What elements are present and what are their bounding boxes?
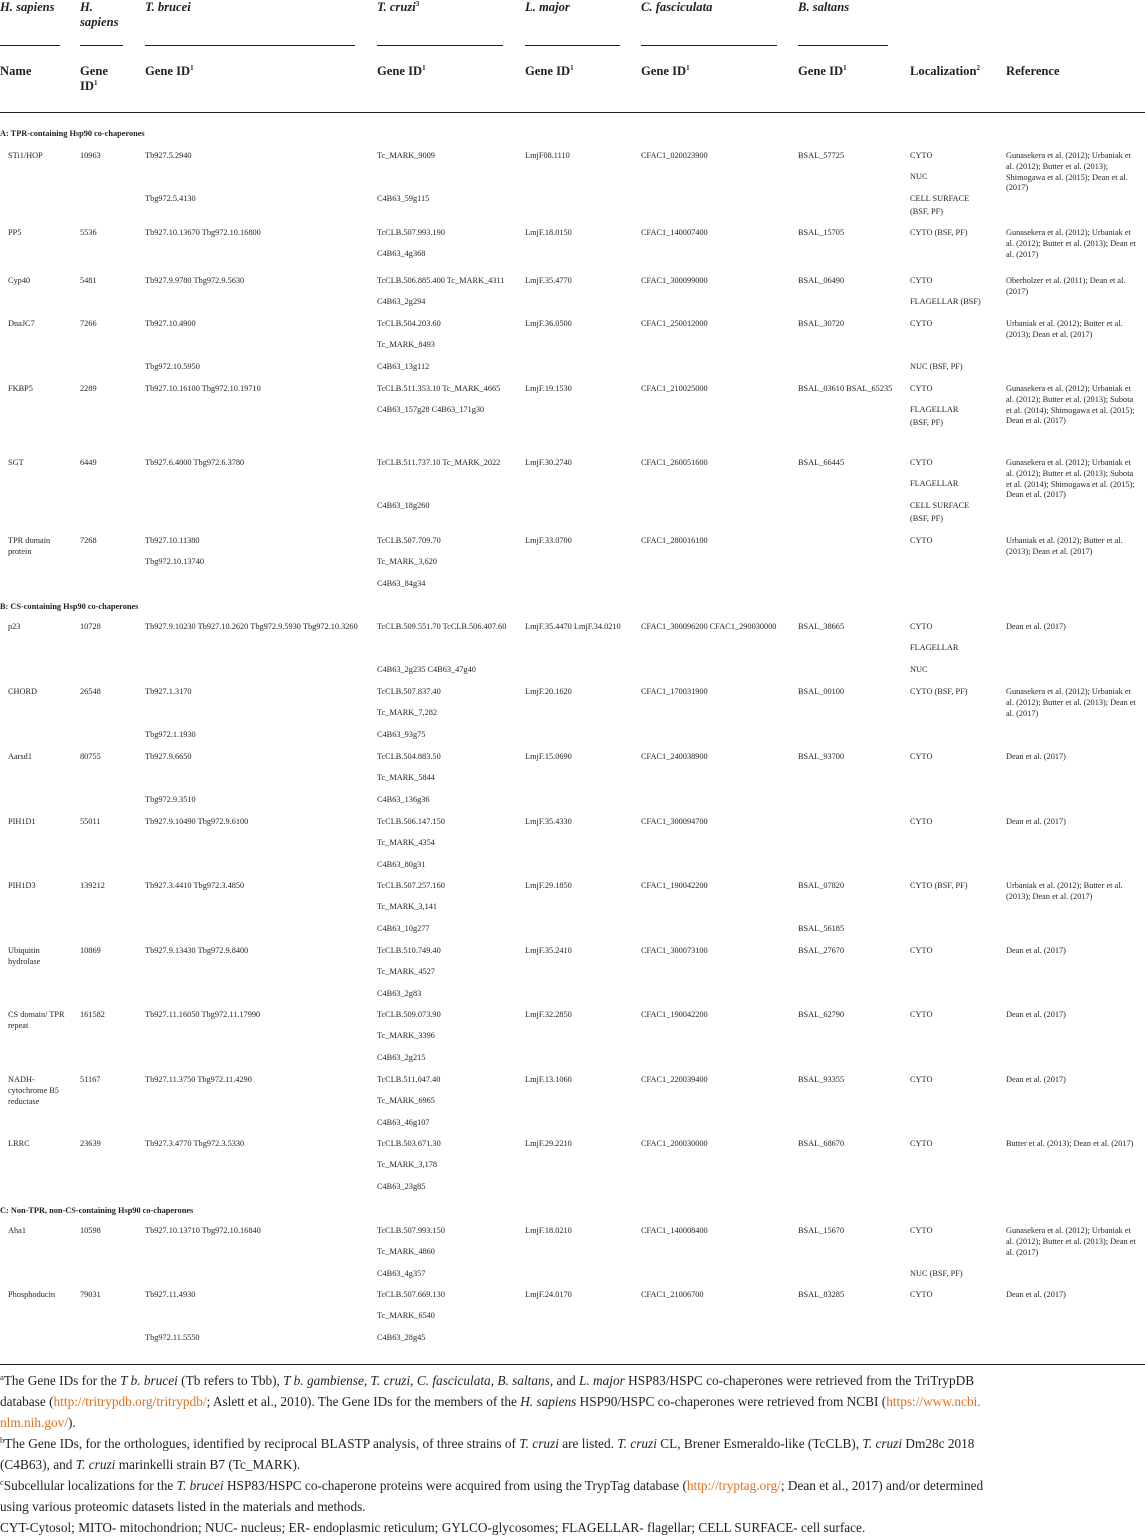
row-human-gene-id: 2289 (80, 384, 97, 393)
localization: (BSF, PF) (910, 514, 944, 523)
ncbi-link-cont[interactable]: nlm.nih.gov/ (0, 1415, 68, 1430)
bs-gene-id: BSAL_06490 (798, 276, 845, 285)
row-name: LRRC (8, 1139, 30, 1148)
cf-gene-id: CFAC1_190042200 (641, 881, 708, 890)
tc-gene-id: TcCLB.506.147.150 (377, 817, 445, 826)
tb-gene-id: Tbg972.11.5550 (145, 1333, 200, 1342)
lm-gene-id: LmjF08.1110 (525, 151, 570, 160)
tb-gene-id: Tb927.9.9780 Tbg972.9.5630 (145, 276, 245, 285)
row-name: STi1/HOP (8, 151, 43, 160)
tc-gene-id: Tc_MARK_3,141 (377, 902, 438, 911)
reference: Gunasekera et al. (2012); Urbaniak et al. (2012); Butter et al. (2013); Dean et al. (2017) (1006, 228, 1136, 259)
species-header-cfasciculata: C. fasciculata (641, 0, 713, 14)
tc-gene-id: C4B63_2g215 (377, 1053, 426, 1062)
tc-gene-id: C4B63_80g31 (377, 860, 426, 869)
column-header-tc-gene-id: Gene $ID^1$ (377, 64, 426, 78)
reference: Dean et al. (2017) (1006, 1075, 1066, 1084)
tc-gene-id: C4B63_2g83 (377, 989, 422, 998)
localization: CYTO (910, 458, 933, 467)
tb-gene-id: Tb927.10.16100 Tbg972.10.19710 (145, 384, 261, 393)
footnote-c-line1: $^c$Subcellular localizations for the T. brucei HSP83/HSPC co-chaperone proteins were acquired from using the TrypTag database (http://tryptag.org/; Dean et al., 2017) and/or determined (0, 1477, 984, 1493)
tb-gene-id: Tb927.10.13670 Tbg972.10.16800 (145, 228, 261, 237)
tc-gene-id: C4B63_136g36 (377, 795, 430, 804)
species-underline (145, 45, 355, 46)
row-human-gene-id: 23639 (80, 1139, 101, 1148)
localization: NUC (BSF, PF) (910, 362, 963, 371)
reference: Urbaniak et al. (2012); Butter et al. (2013); Dean et al. (2017) (1006, 881, 1123, 901)
bs-gene-id: BSAL_15705 (798, 228, 845, 237)
row-name: CHORD (8, 687, 38, 696)
lm-gene-id: LmjF.33.0700 (525, 536, 572, 545)
lm-gene-id: LmjF.19.1530 (525, 384, 572, 393)
localization: CYTO (910, 319, 933, 328)
tc-gene-id: C4B63_46g107 (377, 1118, 430, 1127)
tb-gene-id: Tb927.6.4000 Tbg972.6.3780 (145, 458, 245, 467)
cf-gene-id: CFAC1_250012000 (641, 319, 708, 328)
localization: CYTO (910, 1010, 933, 1019)
tc-gene-id: C4B63_23g85 (377, 1182, 426, 1191)
cf-gene-id: CFAC1_220039400 (641, 1075, 708, 1084)
cf-gene-id: CFAC1_300096200 CFAC1_290030000 (641, 622, 777, 631)
reference: Gunasekera et al. (2012); Urbaniak et al. (2012); Butter et al. (2013); Subota et al. (2014); Shimogawa et al. (2015); Dean et al. (2017) (1006, 384, 1135, 426)
tb-gene-id: Tb927.9.10230 Tb927.10.2620 Tbg972.9.5930 Tbg972.10.3260 (145, 622, 358, 631)
section-label-c: C: Non-TPR, non-CS-containing Hsp90 co-chaperones (0, 1206, 194, 1215)
section-label-a: A: TPR-containing Hsp90 co-chaperones (0, 129, 145, 138)
tc-gene-id: TcCLB.509.073.90 (377, 1010, 441, 1019)
cf-gene-id: CFAC1_300094700 (641, 817, 708, 826)
reference: Dean et al. (2017) (1006, 622, 1066, 631)
tc-gene-id: TcCLB.504.883.50 (377, 752, 441, 761)
species-header-tbrucei: T. brucei (145, 0, 191, 14)
tritrypdb-link[interactable]: http://tritrypdb.org/tritrypdb/ (53, 1394, 207, 1409)
row-human-gene-id: 161582 (80, 1010, 105, 1019)
tc-gene-id: Tc_MARK_4354 (377, 838, 435, 847)
localization: CYTO (910, 946, 933, 955)
row-name: CS domain/ TPR repeat (8, 1010, 65, 1030)
localization: FLAGELLAR (BSF) (910, 297, 981, 306)
tc-gene-id: C4B63_2g235 C4B63_47g40 (377, 665, 476, 674)
row-human-gene-id: 5536 (80, 228, 97, 237)
column-header-name: Name (0, 64, 32, 78)
footnote-a-line1: $^a$The Gene IDs for the T b. brucei (Tb refers to Tbb), T b. gambiense, T. cruzi, C. fasciculata, B. saltans, and L. major HSP83/HSPC co-chaperones were retrieved from the TriTrypDB (0, 1372, 975, 1388)
tc-gene-id: Tc_MARK_6540 (377, 1311, 435, 1320)
tc-gene-id: TcCLB.507.993.190 (377, 228, 445, 237)
row-human-gene-id: 139212 (80, 881, 105, 890)
tc-gene-id: TcCLB.511.047.40 (377, 1075, 441, 1084)
bs-gene-id: BSAL_07820 (798, 881, 845, 890)
row-name: PIH1D3 (8, 881, 36, 890)
row-name: NADH-cytochrome B5 reductase (8, 1075, 59, 1106)
reference: Gunasekera et al. (2012); Urbaniak et al. (2012); Butter et al. (2013); Shimogawa et al. (2015); Dean et al. (2017) (1006, 151, 1131, 193)
cf-gene-id: CFAC1_240038900 (641, 752, 708, 761)
tb-gene-id: Tb927.1.3170 (145, 687, 192, 696)
row-human-gene-id: 10728 (80, 622, 101, 631)
row-human-gene-id: 55011 (80, 817, 101, 826)
localization: NUC (910, 665, 928, 674)
tb-gene-id: Tbg972.10.5950 (145, 362, 200, 371)
tryptag-link[interactable]: http://tryptag.org/ (686, 1478, 781, 1493)
footnote-b-line2: (C4B63), and T. cruzi marinkelli strain B7 (Tc_MARK). (0, 1457, 301, 1472)
localization: CYTO (910, 817, 933, 826)
tb-gene-id: Tb927.11.3750 Tbg972.11.4290 (145, 1075, 252, 1084)
cf-gene-id: CFAC1_300073100 (641, 946, 708, 955)
column-header-cf-gene-id: Gene $ID^1$ (641, 64, 690, 78)
cf-gene-id: CFAC1_300099000 (641, 276, 708, 285)
species-underline (377, 45, 503, 46)
bs-gene-id: BSAL_93355 (798, 1075, 845, 1084)
row-human-gene-id: 10869 (80, 946, 101, 955)
row-human-gene-id: 26548 (80, 687, 101, 696)
lm-gene-id: LmjF.30.2740 (525, 458, 572, 467)
tc-gene-id: TcCLB.507.837.40 (377, 687, 441, 696)
tb-gene-id: Tb927.3.4770 Tbg972.3.5330 (145, 1139, 245, 1148)
reference: Urbaniak et al. (2012); Butter et al. (2013); Dean et al. (2017) (1006, 319, 1123, 339)
header-rule (0, 112, 1145, 113)
reference: Gunasekera et al. (2012); Urbaniak et al. (2012); Butter et al. (2013); Dean et al. (2017) (1006, 687, 1136, 718)
localization: CYTO (BSF, PF) (910, 687, 968, 696)
footnote-b-line1: $^b$The Gene IDs, for the orthologues, identified by reciprocal BLASTP analysis, of three strains of T. cruzi are listed. T. cruzi CL, Brener Esmeraldo-like (TcCLB), T. cruzi Dm28c 2018 (0, 1435, 975, 1451)
bs-gene-id: BSAL_00100 (798, 687, 845, 696)
reference: Gunasekera et al. (2012); Urbaniak et al. (2012); Butter et al. (2013); Subota et al. (2014); Shimogawa et al. (2015); Dean et al. (2017) (1006, 458, 1135, 500)
tc-gene-id: C4B63_10g277 (377, 924, 430, 933)
tc-gene-id: Tc_MARK_4527 (377, 967, 435, 976)
tc-gene-id: C4B63_18g260 (377, 501, 430, 510)
tc-gene-id: TcCLB.510.749.40 (377, 946, 441, 955)
localization: FLAGELLAR (910, 643, 959, 652)
row-name: Cyp40 (8, 276, 31, 285)
tb-gene-id: Tb927.9.13430 Tbg972.9.8400 (145, 946, 249, 955)
tc-gene-id: C4B63_13g112 (377, 362, 430, 371)
tb-gene-id: Tb927.9.6650 (145, 752, 192, 761)
row-name: Ubiquitin hydrolase (8, 946, 41, 966)
cf-gene-id: CFAC1_21006700 (641, 1290, 704, 1299)
lm-gene-id: LmjF.24.0170 (525, 1290, 572, 1299)
species-underline (798, 45, 888, 46)
reference: Dean et al. (2017) (1006, 752, 1066, 761)
cf-gene-id: CFAC1_170031900 (641, 687, 708, 696)
lm-gene-id: LmjF.29.1850 (525, 881, 572, 890)
localization: (BSF, PF) (910, 418, 944, 427)
bs-gene-id: BSAL_56185 (798, 924, 845, 933)
tc-gene-id: TcCLB.507.993.150 (377, 1226, 445, 1235)
localization: CYTO (910, 1290, 933, 1299)
row-human-gene-id: 51167 (80, 1075, 101, 1084)
bs-gene-id: BSAL_38665 (798, 622, 845, 631)
tc-gene-id: TcCLB.507.709.70 (377, 536, 441, 545)
bs-gene-id: BSAL_15670 (798, 1226, 845, 1235)
row-name: p23 (8, 622, 21, 631)
localization: CYTO (910, 1139, 933, 1148)
tb-gene-id: Tb927.11.16050 Tbg972.11.17990 (145, 1010, 261, 1019)
tc-gene-id: C4B63_84g34 (377, 579, 426, 588)
ncbi-link[interactable]: https://www.ncbi. (886, 1394, 981, 1409)
footnote-abbreviations: CYT-Cytosol; MITO- mitochondrion; NUC- nucleus; ER- endoplasmic reticulum; GYLCO-glycosomes; FLAGELLAR- flagellar; CELL SURFACE- cell surface. (0, 1520, 866, 1535)
localization: FLAGELLAR (910, 405, 959, 414)
tc-gene-id: TcCLB.509.551.70 TcCLB.506.407.60 (377, 622, 507, 631)
row-human-gene-id: 10963 (80, 151, 101, 160)
column-header-localization: Localization$^2$ (910, 64, 980, 78)
tb-gene-id: Tb927.10.4900 (145, 319, 196, 328)
lm-gene-id: LmjF.15.0690 (525, 752, 572, 761)
bs-gene-id: BSAL_93700 (798, 752, 845, 761)
localization: (BSF, PF) (910, 207, 944, 216)
cf-gene-id: CFAC1_200030000 (641, 1139, 708, 1148)
localization: CYTO (910, 384, 933, 393)
lm-gene-id: LmjF.18.0150 (525, 228, 572, 237)
lm-gene-id: LmjF.35.2410 (525, 946, 572, 955)
tb-gene-id: Tb927.10.11380 (145, 536, 200, 545)
row-human-gene-id: 6449 (80, 458, 97, 467)
lm-gene-id: LmjF.36.0500 (525, 319, 572, 328)
localization: CELL SURFACE (910, 501, 970, 510)
bs-gene-id: BSAL_83285 (798, 1290, 845, 1299)
tc-gene-id: Tc_MARK_3,620 (377, 557, 438, 566)
localization: CYTO (910, 622, 933, 631)
reference: Dean et al. (2017) (1006, 817, 1066, 826)
bs-gene-id: BSAL_03610 BSAL_65235 (798, 384, 893, 393)
tb-gene-id: Tb927.11.4930 (145, 1290, 196, 1299)
cf-gene-id: CFAC1_280016100 (641, 536, 708, 545)
tc-gene-id: Tc_MARK_7,282 (377, 708, 438, 717)
lm-gene-id: LmjF.20.1620 (525, 687, 572, 696)
tb-gene-id: Tb927.3.4410 Tbg972.3.4850 (145, 881, 245, 890)
species-underline (641, 45, 777, 46)
column-header-gene-id: Gene $ID^1$ (80, 64, 108, 93)
tc-gene-id: C4B63_4g368 (377, 249, 426, 258)
reference: Dean et al. (2017) (1006, 1010, 1066, 1019)
bs-gene-id: BSAL_68670 (798, 1139, 845, 1148)
row-name: PIH1D1 (8, 817, 36, 826)
row-human-gene-id: 10598 (80, 1226, 101, 1235)
tb-gene-id: Tbg972.10.13740 (145, 557, 204, 566)
row-name: TPR domain protein (8, 536, 51, 556)
cf-gene-id: CFAC1_190042200 (641, 1010, 708, 1019)
bs-gene-id: BSAL_30720 (798, 319, 845, 328)
localization: FLAGELLAR (910, 479, 959, 488)
localization: CYTO (BSF, PF) (910, 228, 968, 237)
tc-gene-id: TcCLB.507.257.160 (377, 881, 445, 890)
lm-gene-id: LmjF.32.2850 (525, 1010, 572, 1019)
row-human-gene-id: 5481 (80, 276, 97, 285)
row-human-gene-id: 7268 (80, 536, 97, 545)
tb-gene-id: Tb927.9.10490 Tbg972.9.6100 (145, 817, 249, 826)
species-header-lmajor: L. major (525, 0, 570, 14)
species-underline (80, 45, 123, 46)
row-name: PP5 (8, 228, 22, 237)
localization: NUC (BSF, PF) (910, 1269, 963, 1278)
cf-gene-id: CFAC1_140008400 (641, 1226, 708, 1235)
localization: CYTO (910, 752, 933, 761)
lm-gene-id: LmjF.29.2210 (525, 1139, 572, 1148)
cf-gene-id: CFAC1_260051600 (641, 458, 708, 467)
tc-gene-id: Tc_MARK_6965 (377, 1096, 435, 1105)
cf-gene-id: CFAC1_140007400 (641, 228, 708, 237)
tc-gene-id: C4B63_157g28 C4B63_171g30 (377, 405, 485, 414)
bs-gene-id: BSAL_27670 (798, 946, 845, 955)
row-name: Phosphoducin (8, 1290, 56, 1299)
tc-gene-id: TcCLB.511.353.10 Tc_MARK_4665 (377, 384, 501, 393)
reference: Butter et al. (2013); Dean et al. (2017) (1006, 1139, 1134, 1148)
cf-gene-id: CFAC1_210025000 (641, 384, 708, 393)
reference: Gunasekera et al. (2012); Urbaniak et al. (2012); Butter et al. (2013); Dean et al. (2017) (1006, 1226, 1136, 1257)
section-label-b: B: CS-containing Hsp90 co-chaperones (0, 602, 139, 611)
reference: Dean et al. (2017) (1006, 1290, 1066, 1299)
species-header-bsaltans: B. saltans (798, 0, 850, 14)
species-header-hsapiens-short: H. sapiens (80, 0, 119, 29)
footnote-a-line3: nlm.nih.gov/). (0, 1415, 76, 1430)
tc-gene-id: Tc_MARK_4860 (377, 1247, 435, 1256)
localization: CYTO (910, 1075, 933, 1084)
species-header-tcruzi: T. cruzi$^3$ (377, 0, 420, 14)
reference: Oberholzer et al. (2011); Dean et al. (2017) (1006, 276, 1126, 296)
localization: CYTO (BSF, PF) (910, 881, 968, 890)
reference: Urbaniak et al. (2012); Butter et al. (2013); Dean et al. (2017) (1006, 536, 1123, 556)
tc-gene-id: TcCLB.507.669.130 (377, 1290, 445, 1299)
tb-gene-id: Tbg972.9.3510 (145, 795, 196, 804)
row-human-gene-id: 7266 (80, 319, 97, 328)
lm-gene-id: LmjF.35.4770 (525, 276, 572, 285)
column-header-bs-gene-id: Gene $ID^1$ (798, 64, 847, 78)
row-name: Aha1 (8, 1226, 26, 1235)
row-human-gene-id: 79031 (80, 1290, 101, 1299)
row-name: Aarsd1 (8, 752, 32, 761)
footnote-a-line2: database (http://tritrypdb.org/tritrypdb/; Aslett et al., 2010). The Gene IDs for the members of the H. sapiens HSP90/HSPC co-chaperones were retrieved from NCBI (https://www.ncbi. (0, 1394, 981, 1409)
cf-gene-id: CFAC1_020023900 (641, 151, 708, 160)
footnote-c-line2: using various proteomic datasets listed in the materials and methods. (0, 1499, 366, 1514)
lm-gene-id: LmjF.35.4330 (525, 817, 572, 826)
localization: CELL SURFACE (910, 194, 970, 203)
tb-gene-id: Tbg972.5.4130 (145, 194, 196, 203)
tc-gene-id: Tc_MARK_5844 (377, 773, 435, 782)
tc-gene-id: TcCLB.503.671.30 (377, 1139, 441, 1148)
bs-gene-id: BSAL_57725 (798, 151, 845, 160)
row-name: DnaJC7 (8, 319, 35, 328)
localization: CYTO (910, 151, 933, 160)
column-header-reference: Reference (1006, 64, 1060, 78)
column-header-tb-gene-id: Gene $ID^1$ (145, 64, 194, 78)
tc-gene-id: C4B63_2g294 (377, 297, 426, 306)
tc-gene-id: TcCLB.511.737.10 Tc_MARK_2022 (377, 458, 501, 467)
tc-gene-id: C4B63_4g357 (377, 1269, 426, 1278)
row-human-gene-id: 80755 (80, 752, 101, 761)
row-name: SGT (8, 458, 24, 467)
species-header-hsapiens: H. sapiens (0, 0, 55, 14)
tc-gene-id: C4B63_28g45 (377, 1333, 426, 1342)
tb-gene-id: Tb927.10.13710 Tbg972.10.16840 (145, 1226, 261, 1235)
localization: CYTO (910, 1226, 933, 1235)
bs-gene-id: BSAL_62790 (798, 1010, 845, 1019)
localization: CYTO (910, 276, 933, 285)
table-bottom-rule (0, 1364, 1145, 1365)
reference: Dean et al. (2017) (1006, 946, 1066, 955)
tc-gene-id: Tc_MARK_9009 (377, 151, 435, 160)
tc-gene-id: C4B63_93g75 (377, 730, 426, 739)
tc-gene-id: Tc_MARK_3,178 (377, 1160, 438, 1169)
tb-gene-id: Tb927.5.2940 (145, 151, 192, 160)
row-name: FKBP5 (8, 384, 33, 393)
tc-gene-id: C4B63_59g115 (377, 194, 430, 203)
tc-gene-id: TcCLB.504.203.60 (377, 319, 441, 328)
lm-gene-id: LmjF.18.0210 (525, 1226, 572, 1235)
species-underline (525, 45, 620, 46)
tc-gene-id: Tc_MARK_8493 (377, 340, 435, 349)
tc-gene-id: Tc_MARK_3396 (377, 1031, 435, 1040)
localization: CYTO (910, 536, 933, 545)
tc-gene-id: TcCLB.506.885.400 Tc_MARK_4311 (377, 276, 505, 285)
lm-gene-id: LmjF.13.1060 (525, 1075, 572, 1084)
column-header-lm-gene-id: Gene $ID^1$ (525, 64, 574, 78)
bs-gene-id: BSAL_66445 (798, 458, 845, 467)
species-underline (0, 45, 60, 46)
tb-gene-id: Tbg972.1.1930 (145, 730, 196, 739)
localization: NUC (910, 172, 928, 181)
lm-gene-id: LmjF.35.4470 LmjF.34.0210 (525, 622, 621, 631)
